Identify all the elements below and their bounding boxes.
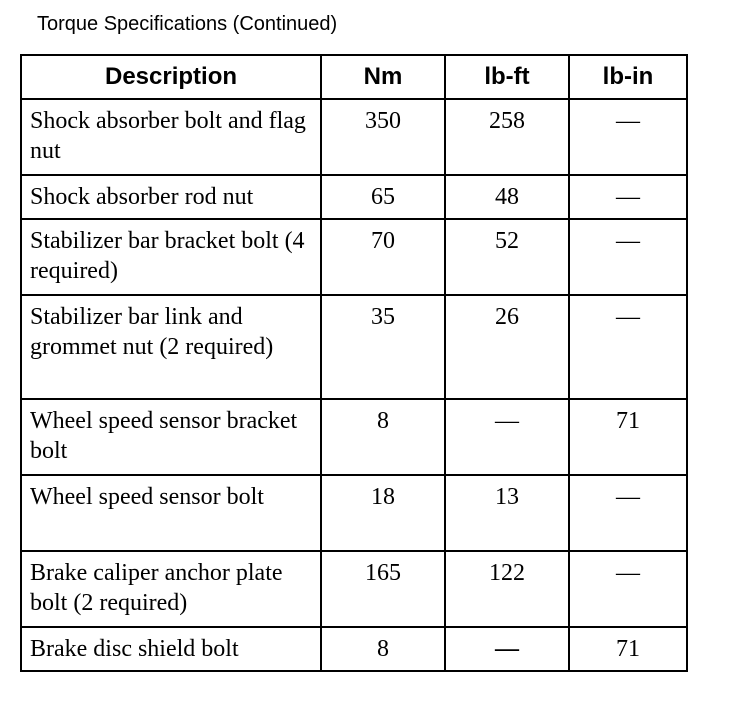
- cell-lbft: 258: [445, 99, 569, 175]
- table-row: [21, 295, 687, 399]
- cell-description: Brake caliper anchor plate bolt (2 required): [21, 551, 321, 627]
- cell-lbin: —: [569, 551, 687, 627]
- cell-lbft: 122: [445, 551, 569, 627]
- cell-lbft: 13: [445, 475, 569, 551]
- table-row: [21, 627, 687, 671]
- cell-nm: 35: [321, 295, 445, 399]
- cell-lbin: —: [569, 295, 687, 399]
- table-row: [21, 399, 687, 475]
- table-row: [21, 99, 687, 175]
- cell-lbin: —: [569, 475, 687, 551]
- cell-nm: 18: [321, 475, 445, 551]
- cell-lbft: 48: [445, 175, 569, 219]
- header-description: Description: [21, 55, 321, 99]
- cell-description: Stabilizer bar link and grommet nut (2 required): [21, 295, 321, 399]
- cell-nm: 65: [321, 175, 445, 219]
- table-row: [21, 475, 687, 551]
- cell-nm: 70: [321, 219, 445, 295]
- cell-lbft: —: [445, 399, 569, 475]
- cell-lbin: —: [569, 99, 687, 175]
- cell-lbft: 52: [445, 219, 569, 295]
- cell-description: Stabilizer bar bracket bolt (4 required): [21, 219, 321, 295]
- cell-lbin: —: [569, 175, 687, 219]
- cell-lbft: —: [445, 627, 569, 671]
- torque-specifications-table: [20, 54, 688, 672]
- table-row: [21, 219, 687, 295]
- cell-description: Shock absorber rod nut: [21, 175, 321, 219]
- table-caption: Torque Specifications (Continued): [37, 13, 338, 35]
- table-row: [21, 175, 687, 219]
- cell-description: Brake disc shield bolt: [21, 627, 321, 671]
- header-lbin: lb-in: [569, 55, 687, 99]
- table-row: [21, 551, 687, 627]
- cell-nm: 8: [321, 627, 445, 671]
- cell-nm: 350: [321, 99, 445, 175]
- cell-description: Wheel speed sensor bracket bolt: [21, 399, 321, 475]
- header-lbft: lb-ft: [445, 55, 569, 99]
- cell-lbin: —: [569, 219, 687, 295]
- cell-lbin: 71: [569, 399, 687, 475]
- cell-nm: 8: [321, 399, 445, 475]
- cell-lbin: 71: [569, 627, 687, 671]
- header-nm: Nm: [321, 55, 445, 99]
- header-row: [21, 55, 687, 99]
- cell-nm: 165: [321, 551, 445, 627]
- cell-description: Wheel speed sensor bolt: [21, 475, 321, 551]
- cell-lbft: 26: [445, 295, 569, 399]
- cell-description: Shock absorber bolt and flag nut: [21, 99, 321, 175]
